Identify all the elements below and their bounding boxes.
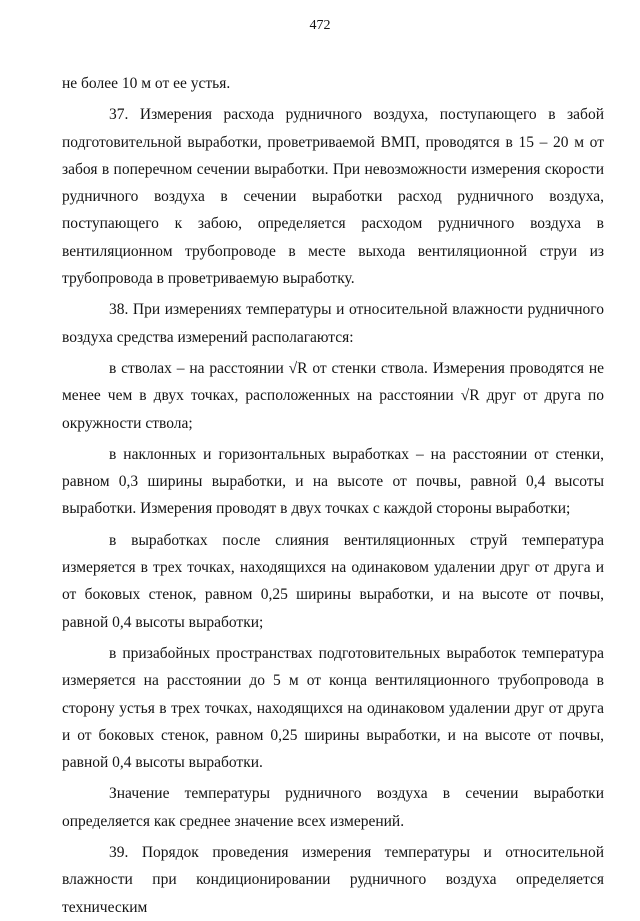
- paragraph-merged-streams: в выработках после слияния вентиляционных струй температура измеряется в трех точках, находящихся на одинаковом удалении друг от друга и от боковых стенок, равном 0,25 ширины выработки, и на высоте от почвы, равной 0,4 высоты выработки;: [62, 531, 604, 631]
- paragraph-inclined-workings: в наклонных и горизонтальных выработках – на расстоянии от стенки, равном 0,3 ширины выработки, и на высоте от почвы, равной 0,4 высоты выработки. Измерения проводят в двух точках с каждой стороны выработки;: [62, 445, 604, 518]
- paragraph-face-spaces: в призабойных пространствах подготовительных выработок температура измеряется на расстоянии до 5 м от конца вентиляционного трубопровода в сторону устья в трех точках, находящихся на одинаковом удалении друг от друга и от боковых стенок, равном 0,25 ширины выработки, и на высоте от почвы, равной 0,4 высоты выработки.: [62, 644, 604, 772]
- page-number: 472: [309, 18, 331, 33]
- paragraph-39: 39. Порядок проведения измерения температуры и относительной влажности при кондиционировании рудничного воздуха определяется техническим: [62, 844, 604, 916]
- paragraph-average-value: Значение температуры рудничного воздуха в сечении выработки определяется как среднее значение всех измерений.: [62, 785, 604, 830]
- paragraph-continuation: не более 10 м от ее устья.: [62, 75, 231, 92]
- document-body: [62, 70, 604, 921]
- paragraph-shafts: в стволах – на расстоянии √R от стенки ствола. Измерения проводятся не менее чем в двух точках, расположенных на расстоянии √R друг от друга по окружности ствола;: [62, 359, 604, 432]
- paragraph-37: 37. Измерения расхода рудничного воздуха, поступающего в забой подготовительной выработки, проветриваемой ВМП, проводятся в 15 – 20 м от забоя в поперечном сечении выработки. При невозможности измерения скорости рудничного воздуха в сечении выработки расход рудничного воздуха, поступающего к забою, определяется расходом рудничного воздуха в вентиляционном трубопроводе в месте выхода вентиляционной струи из трубопровода в проветриваемую выработку.: [62, 106, 604, 288]
- paragraph-38: 38. При измерениях температуры и относительной влажности рудничного воздуха средства измерений располагаются:: [62, 301, 604, 346]
